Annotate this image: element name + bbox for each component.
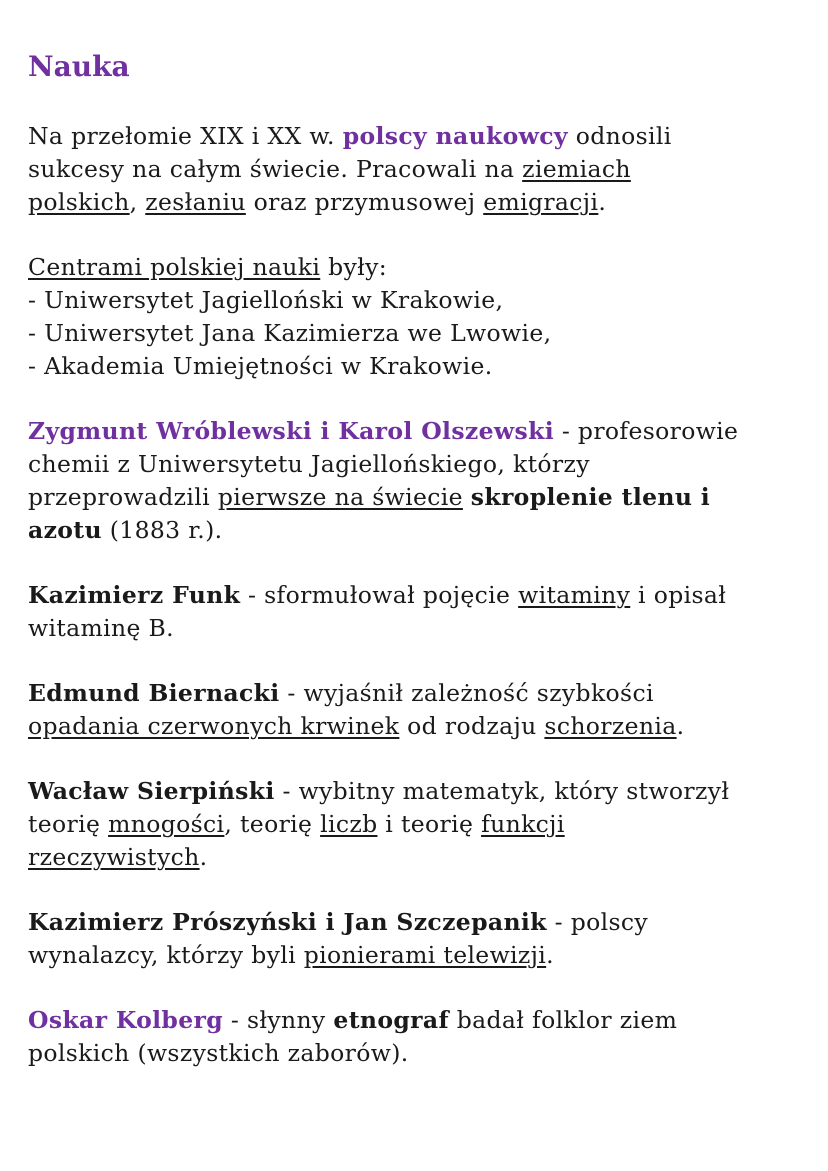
polish-lands-underline-2: polskich	[28, 188, 130, 216]
ethnographer-bold: etnograf	[333, 1006, 449, 1034]
intro-line-2: sukcesy na całym świecie. Pracowali na ziemiach	[28, 155, 631, 183]
polish-scientists-highlight: polscy naukowcy	[342, 122, 568, 150]
kolberg-name: Oskar Kolberg	[28, 1006, 224, 1034]
wroblewski-olszewski-names: Zygmunt Wróblewski i Karol Olszewski	[28, 417, 554, 445]
exile-underline: zesłaniu	[145, 188, 246, 216]
intro-line-1: Na przełomie XIX i XX w. polscy naukowcy odnosili	[28, 122, 672, 150]
disease-underline: schorzenia	[544, 712, 677, 740]
biernacki-paragraph: Edmund Biernacki - wyjaśnił zależność szybkości opadania czerwonych krwinek od rodzaju schorzenia.	[28, 679, 685, 740]
sierpinski-paragraph: Wacław Sierpiński - wybitny matematyk, który stworzył teorię mnogości, teorię liczb i teorię funkcji rzeczywistych.	[28, 777, 730, 871]
proszynski-szczepanik-paragraph: Kazimierz Prószyński i Jan Szczepanik - polscy wynalazcy, którzy byli pionierami telewizji.	[28, 908, 649, 969]
list-item: - Akademia Umiejętności w Krakowie.	[28, 352, 493, 380]
list-item: - Uniwersytet Jana Kazimierza we Lwowie,	[28, 319, 552, 347]
television-pioneers-underline: pionierami telewizji	[303, 941, 547, 969]
intro-line-3: polskich, zesłaniu oraz przymusowej emigracji.	[28, 188, 607, 216]
proszynski-szczepanik-names: Kazimierz Prószyński i Jan Szczepanik	[28, 908, 547, 936]
document-body	[28, 120, 808, 1102]
functions-underline: funkcji	[481, 810, 565, 838]
kolberg-paragraph: Oskar Kolberg - słynny etnograf badał folklor ziem polskich (wszystkich zaborów).	[28, 1006, 678, 1067]
centers-heading: Centrami polskiej nauki	[28, 253, 321, 281]
funk-paragraph: Kazimierz Funk - sformułował pojęcie witaminy i opisał witaminę B.	[28, 581, 727, 642]
polish-lands-underline-1: ziemiach	[522, 155, 631, 183]
biernacki-name: Edmund Biernacki	[28, 679, 280, 707]
real-underline: rzeczywistych	[28, 843, 200, 871]
list-item: - Uniwersytet Jagielloński w Krakowie,	[28, 286, 504, 314]
sierpinski-name: Wacław Sierpiński	[28, 777, 275, 805]
sedimentation-underline: opadania czerwonych krwinek	[28, 712, 400, 740]
first-in-world-underline: pierwsze na świecie	[217, 483, 463, 511]
science-centers-paragraph	[28, 251, 808, 383]
numbers-underline: liczb	[320, 810, 378, 838]
centers-heading-line: Centrami polskiej nauki były:	[28, 253, 387, 281]
wroblewski-olszewski-paragraph: Zygmunt Wróblewski i Karol Olszewski - profesorowie chemii z Uniwersytetu Jagiellońskiego, którzy przeprowadzili pierwsze na świecie skroplenie tlenu i azotu (1883 r.).	[28, 417, 739, 544]
sets-underline: mnogości	[108, 810, 225, 838]
liquefaction-bold: skroplenie tlenu i	[470, 483, 711, 511]
vitamins-underline: witaminy	[518, 581, 631, 609]
emigration-underline: emigracji	[483, 188, 599, 216]
page-title: Nauka	[28, 50, 130, 83]
intro-paragraph	[28, 120, 808, 219]
nitrogen-bold: azotu	[28, 516, 102, 544]
funk-name: Kazimierz Funk	[28, 581, 241, 609]
